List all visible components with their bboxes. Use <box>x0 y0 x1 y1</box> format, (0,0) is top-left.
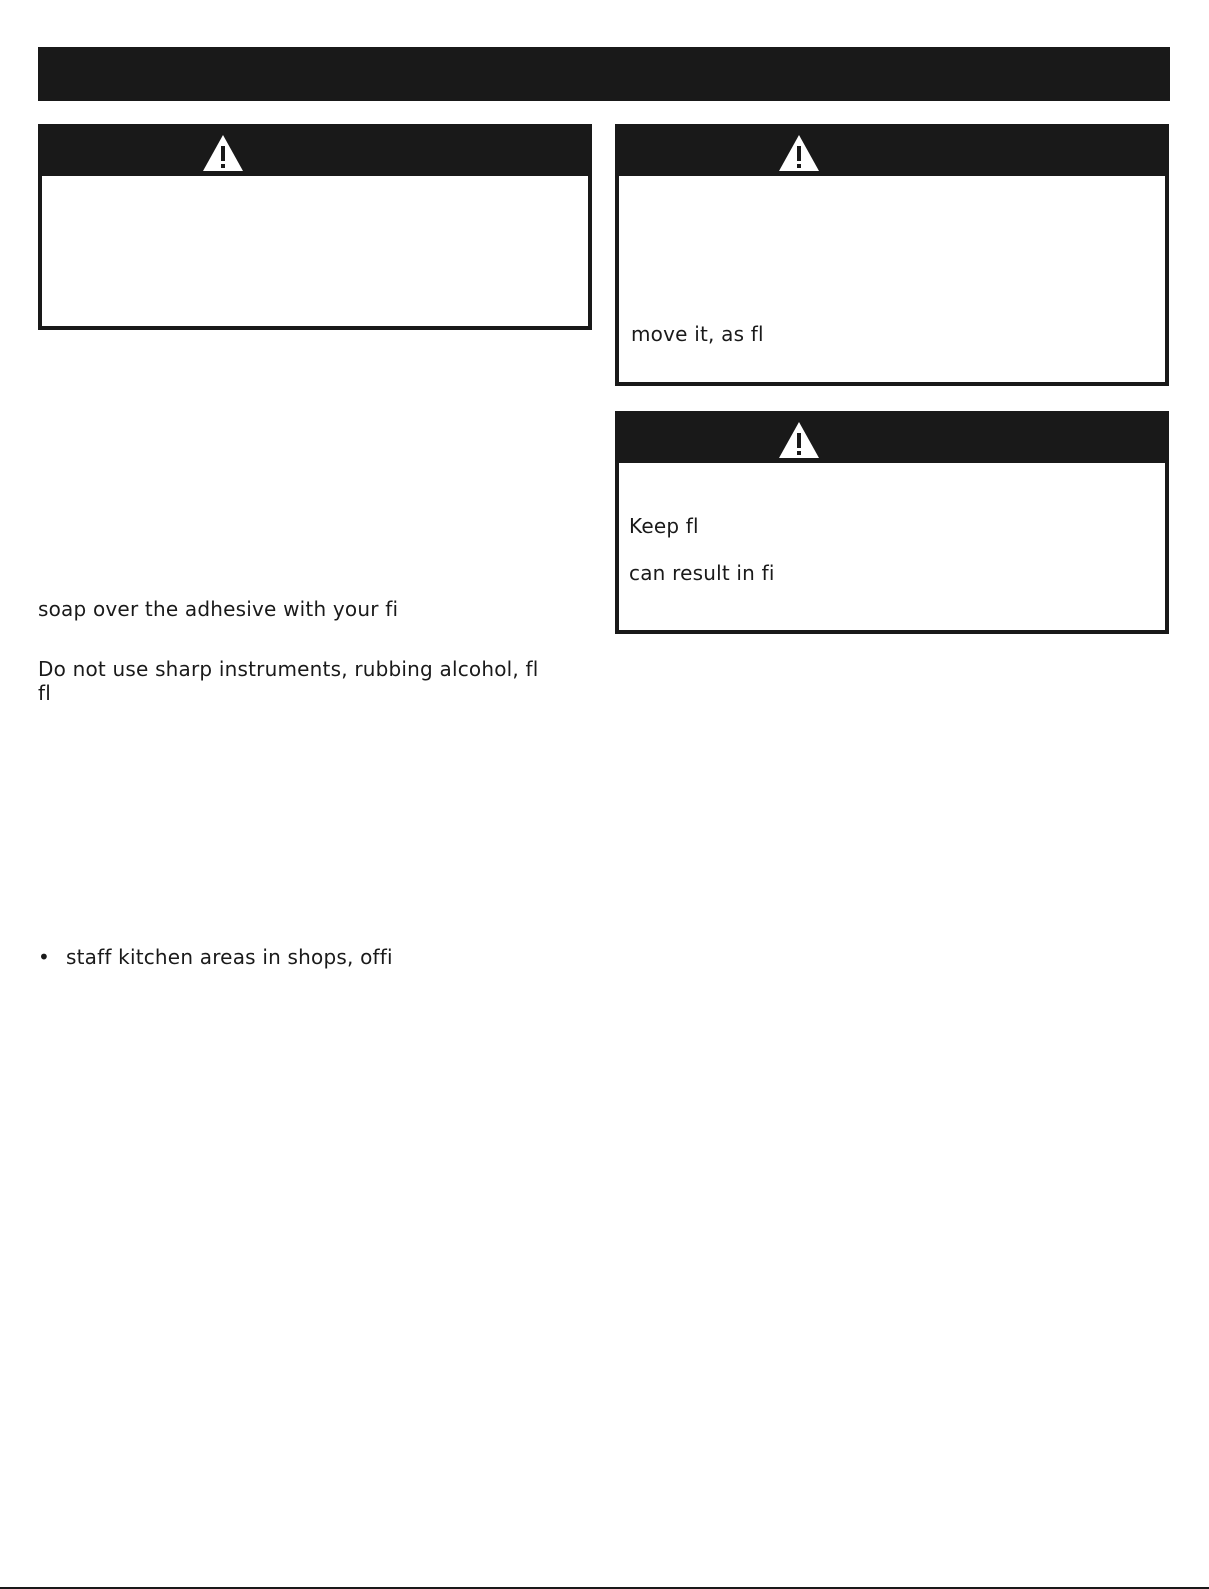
warning-triangle-icon <box>777 420 821 460</box>
bullet-item-staff-kitchen: staff kitchen areas in shops, offi <box>66 945 393 969</box>
warning-box-2-line: move it, as fl <box>631 322 764 346</box>
bullet-marker: • <box>38 945 50 969</box>
warning-box-3 <box>615 411 1169 634</box>
warning-box-header <box>42 128 588 176</box>
warning-triangle-icon <box>777 133 821 173</box>
adhesive-instruction-line: soap over the adhesive with your fi <box>38 597 399 621</box>
page-header-bar <box>38 47 1170 101</box>
sharp-instruments-line-1: Do not use sharp instruments, rubbing alcohol, fl <box>38 657 539 681</box>
warning-box-1 <box>38 124 592 330</box>
warning-box-3-line-2: can result in fi <box>629 561 775 585</box>
sharp-instruments-line-2: fl <box>38 681 51 705</box>
warning-box-2 <box>615 124 1169 386</box>
warning-box-header <box>619 415 1165 463</box>
warning-box-header <box>619 128 1165 176</box>
warning-triangle-icon <box>201 133 245 173</box>
warning-box-3-line-1: Keep fl <box>629 514 699 538</box>
